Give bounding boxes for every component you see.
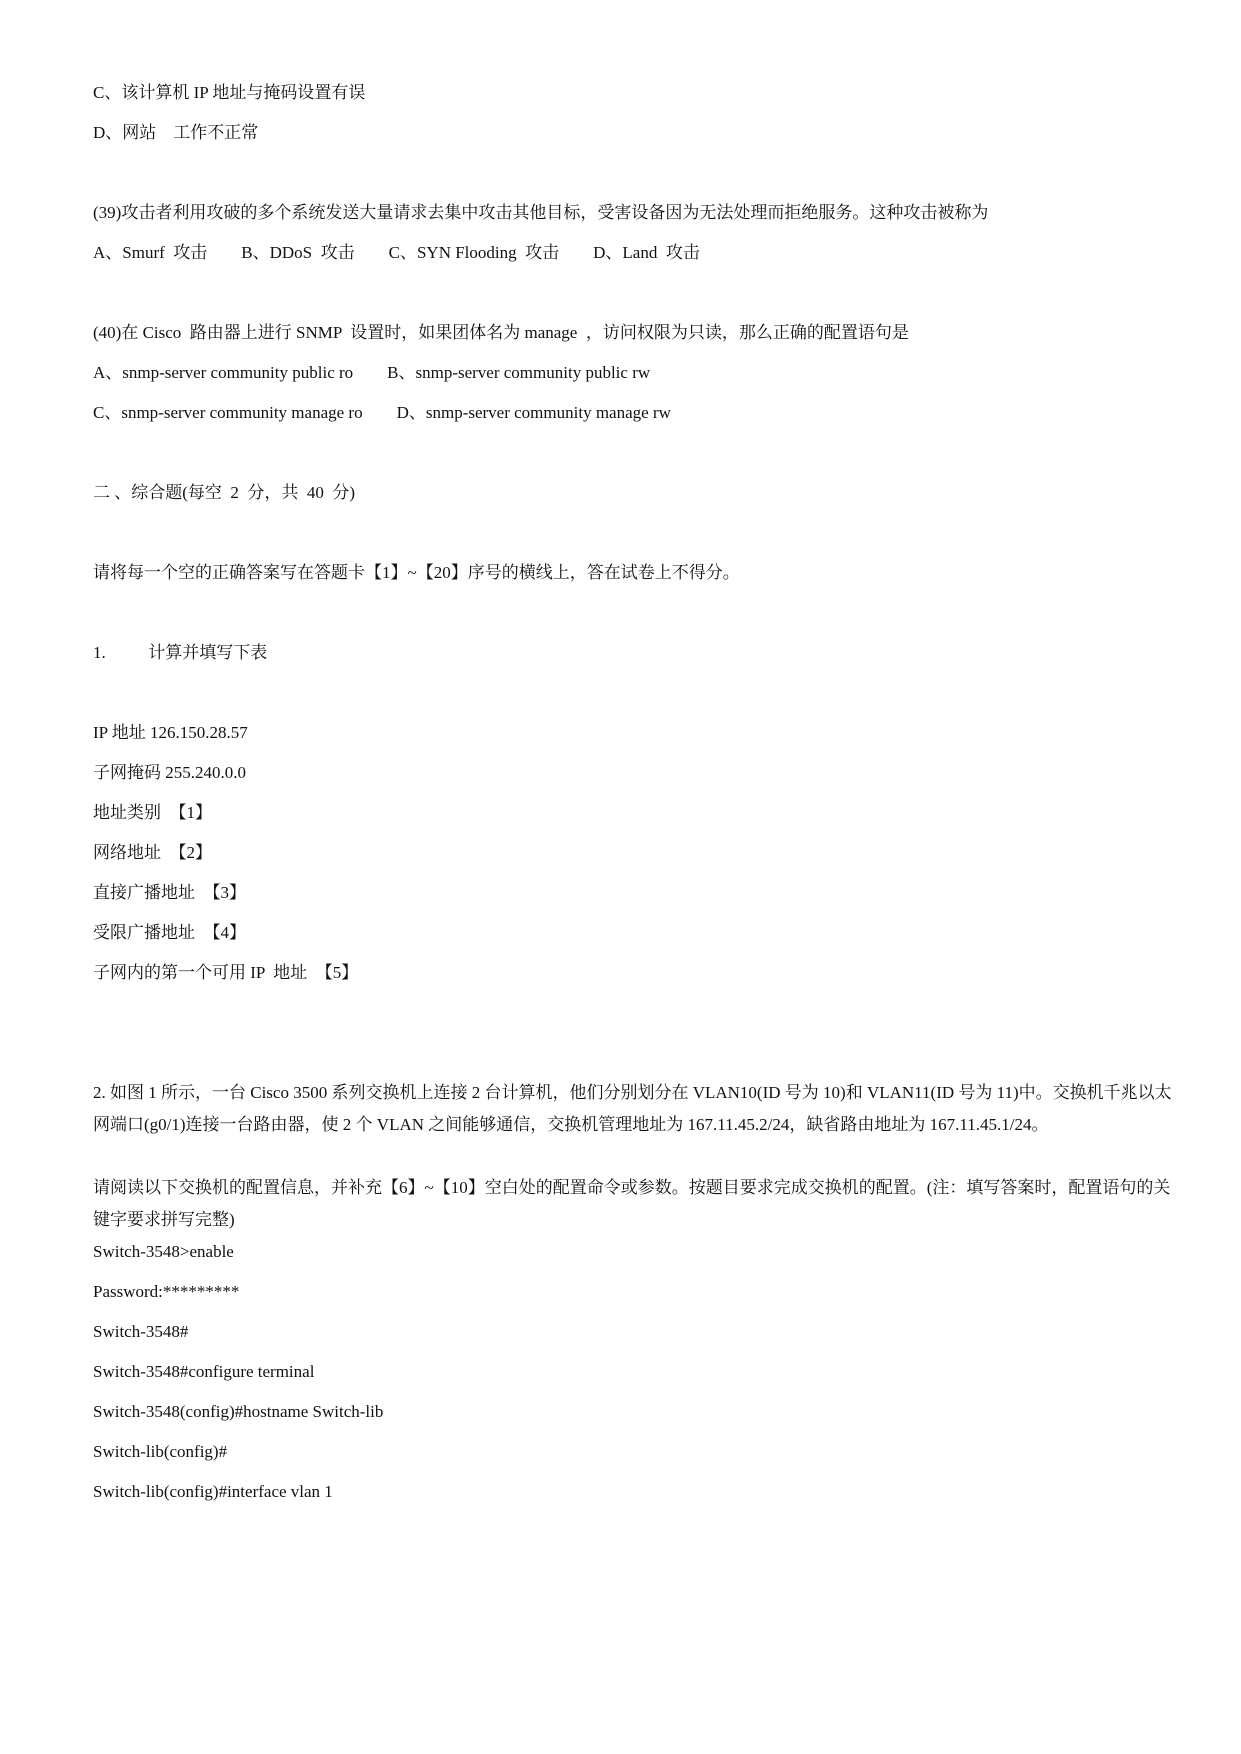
table-row-direct-broadcast: 直接广播地址 【3】	[93, 883, 246, 902]
config-line: Switch-lib(config)#interface vlan 1	[93, 1482, 333, 1501]
table-row-network-address: 网络地址 【2】	[93, 843, 212, 862]
table-row-subnet-mask: 子网掩码 255.240.0.0	[93, 763, 246, 782]
q38-option-c: C、该计算机 IP 地址与掩码设置有误	[93, 83, 366, 102]
q38-option-d: D、网站 工作不正常	[93, 123, 259, 142]
q40-stem: (40)在 Cisco 路由器上进行 SNMP 设置时，如果团体名为 manage ，访问权限为只读，那么正确的配置语句是	[93, 323, 909, 342]
item2-paragraph: 2. 如图 1 所示，一台 Cisco 3500 系列交换机上连接 2 台计算机，他们分别划分在 VLAN10(ID 号为 10)和 VLAN11(ID 号为 11)中。交换机千兆以太网端口(g0/1)连接一台路由器，使 2 个 VLAN 之间能够通信，交换机管理地址为 167.11.45.2/24，缺省路由地址为 167.11.45.1/24。	[93, 1083, 1172, 1134]
q39-stem: (39)攻击者利用攻破的多个系统发送大量请求去集中攻击其他目标，受害设备因为无法处理而拒绝服务。这种攻击被称为	[93, 203, 989, 222]
item1-title: 1. 计算并填写下表	[93, 643, 268, 662]
q39-options: A、Smurf 攻击 B、DDoS 攻击 C、SYN Flooding 攻击 D、Land 攻击	[93, 243, 700, 262]
item2-instruction: 请阅读以下交换机的配置信息，并补充【6】~【10】空白处的配置命令或参数。按题目要求完成交换机的配置。(注：填写答案时，配置语句的关键字要求拼写完整)	[93, 1178, 1171, 1229]
table-row-ip-address: IP 地址 126.150.28.57	[93, 723, 248, 742]
config-line: Switch-lib(config)#	[93, 1442, 228, 1461]
table-row-first-usable-ip: 子网内的第一个可用 IP 地址 【5】	[93, 963, 359, 982]
config-line: Switch-3548(config)#hostname Switch-lib	[93, 1402, 384, 1421]
section-instruction: 请将每一个空的正确答案写在答题卡【1】~【20】序号的横线上，答在试卷上不得分。	[93, 563, 740, 582]
table-row-limited-broadcast: 受限广播地址 【4】	[93, 923, 246, 942]
table-row-address-class: 地址类别 【1】	[93, 803, 212, 822]
config-line: Password:*********	[93, 1282, 240, 1301]
config-line: Switch-3548#configure terminal	[93, 1362, 315, 1381]
config-line: Switch-3548>enable	[93, 1242, 234, 1261]
section-heading: 二 、综合题(每空 2 分，共 40 分)	[93, 483, 356, 502]
q40-options-ab: A、snmp-server community public ro B、snmp-server community public rw	[93, 363, 651, 382]
config-line: Switch-3548#	[93, 1322, 189, 1341]
q40-options-cd: C、snmp-server community manage ro D、snmp-server community manage rw	[93, 403, 671, 422]
